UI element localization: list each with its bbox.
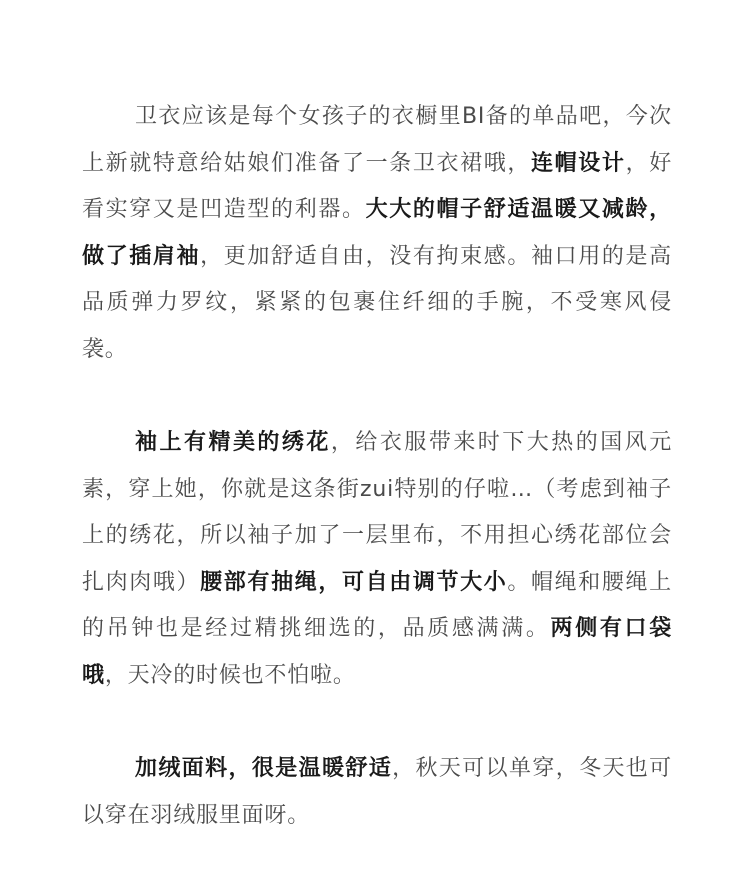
body-text: ，给衣服带来时下大热的国风元素，穿上她，你就是这条街zui特别的仔啦…（考虑到袖子上的绣花，所以袖子加了一层里布，不用担心绣花部位会扎肉肉哦） [82, 430, 673, 595]
highlighted-text: 袖上有精美的绣花 [135, 430, 331, 455]
product-description-paragraph-2 [82, 420, 672, 699]
highlighted-text: 大大的帽子舒适温暖又减龄，做了插肩袖 [82, 197, 672, 269]
body-text: ，好看实穿又是凹造型的利器。 [82, 150, 672, 222]
product-description-paragraph-1 [82, 94, 672, 373]
body-text: ，秋天可以单穿，冬天也可以穿在羽绒服里面呀。 [82, 756, 672, 828]
body-text: ，更加舒适自由，没有拘束感。袖口用的是高品质弹力罗纹，紧紧的包裹住纤细的手腕，不受寒风侵袭。 [82, 243, 672, 362]
highlighted-text: 连帽设计 [531, 150, 626, 176]
body-text: 。帽绳和腰绳上的吊钟也是经过精挑细选的，品质感满满。 [82, 569, 672, 641]
product-description-paragraph-3 [82, 746, 672, 839]
highlighted-text: 加绒面料，很是温暖舒适 [135, 756, 393, 781]
highlighted-text: 腰部有抽绳，可自由调节大小 [200, 569, 508, 595]
body-text: 卫衣应该是每个女孩子的衣橱里BI备的单品吧，今次上新就特意给姑娘们准备了一条卫衣裙哦， [82, 104, 672, 176]
highlighted-text: 两侧有口袋哦 [82, 616, 672, 688]
body-text: ，天冷的时候也不怕啦。 [104, 662, 356, 688]
